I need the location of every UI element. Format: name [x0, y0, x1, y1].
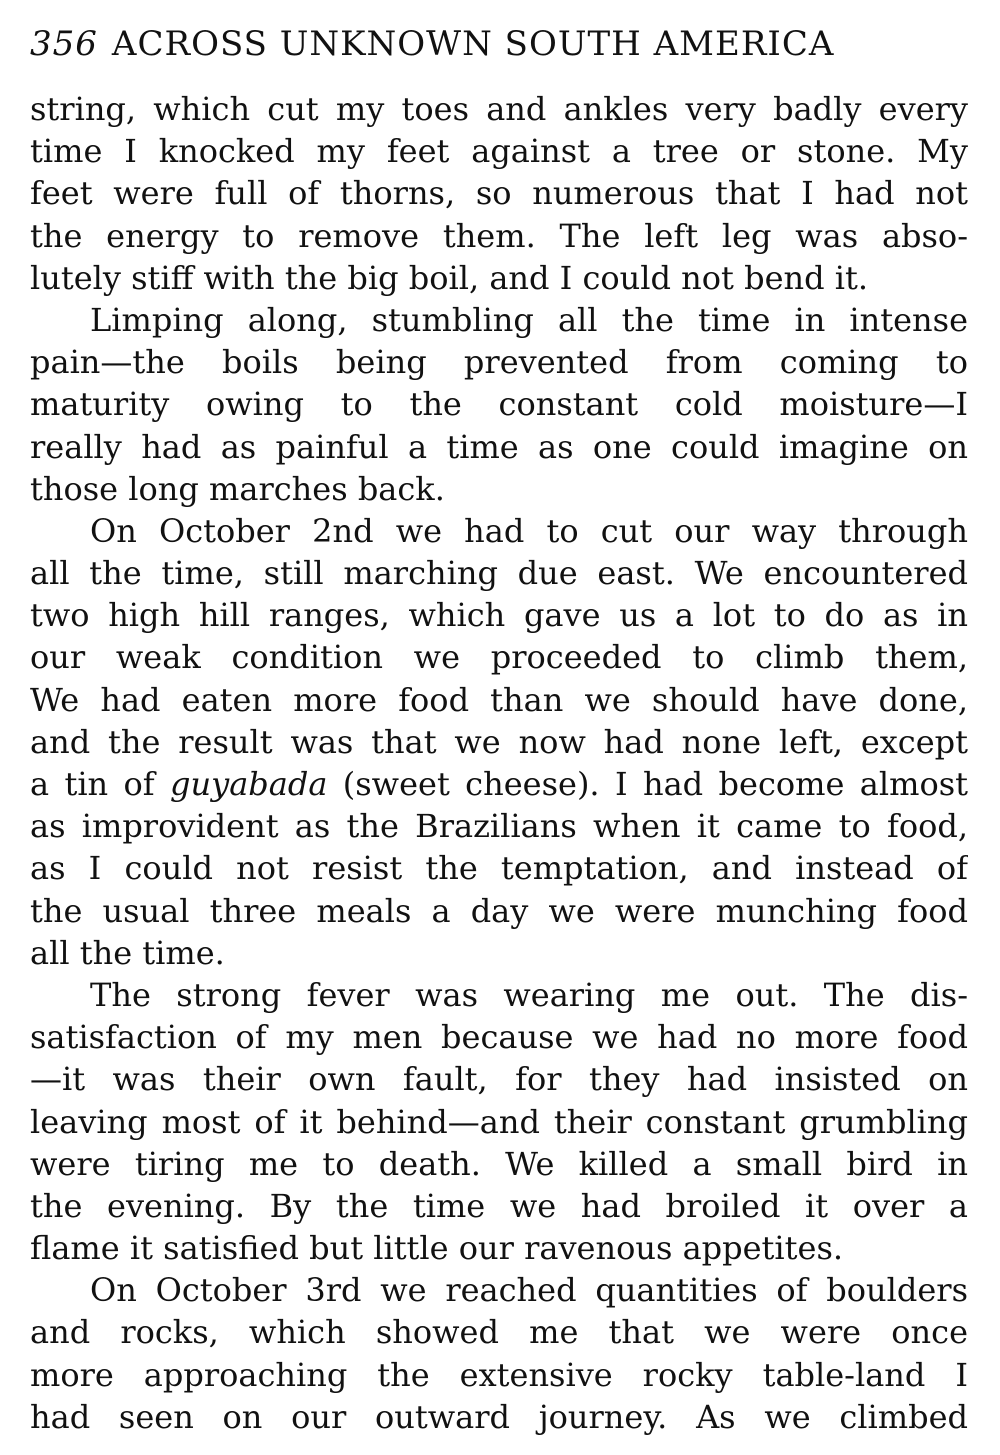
text-line: On October 3rd we reached quantities of boulders: [90, 1271, 968, 1310]
text-segment: a tin of: [30, 765, 171, 803]
text-line: all the time.: [30, 933, 225, 972]
text-line: those long marches back.: [30, 469, 445, 508]
text-line: the evening. By the time we had broiled it over a: [30, 1186, 968, 1225]
text-line: leaving most of it behind—and their constant grumbling: [30, 1102, 968, 1141]
italic-term: guyabada: [170, 765, 328, 803]
text-line: time I knocked my feet against a tree or stone. My: [30, 132, 968, 171]
text-line: the usual three meals a day we were munching food: [30, 891, 968, 930]
text-line: were tiring me to death. We killed a small bird in: [30, 1144, 968, 1183]
text-line: feet were full of thorns, so numerous that I had not: [30, 174, 968, 213]
text-line: On October 2nd we had to cut our way through: [90, 511, 968, 550]
text-line: our weak condition we proceeded to climb them,: [30, 638, 968, 677]
text-line: We had eaten more food than we should have done,: [30, 680, 968, 719]
text-line: as improvident as the Brazilians when it came to food,: [30, 807, 968, 846]
text-line: —it was their own fault, for they had insisted on: [30, 1060, 968, 1099]
body-text: [30, 88, 968, 1438]
running-header: [30, 22, 890, 66]
text-line: maturity owing to the constant cold moisture—I: [30, 385, 968, 424]
page-number: 356: [30, 24, 98, 64]
text-line: satisfaction of my men because we had no more food: [30, 1018, 968, 1057]
text-line: two high hill ranges, which gave us a lot to do as in: [30, 596, 968, 635]
text-line: had seen on our outward journey. As we climbed: [30, 1397, 968, 1436]
text-line: lutely stiff with the big boil, and I could not bend it.: [30, 258, 869, 297]
text-line: Limping along, stumbling all the time in intense: [90, 300, 968, 339]
text-line: really had as painful a time as one could imagine on: [30, 427, 968, 466]
text-segment: (sweet cheese). I had become almost: [327, 765, 968, 803]
text-line: string, which cut my toes and ankles very badly every: [30, 90, 968, 128]
text-line: The strong fever was wearing me out. The dis-: [90, 975, 968, 1014]
running-title: ACROSS UNKNOWN SOUTH AMERICA: [111, 24, 835, 64]
text-line: pain—the boils being prevented from coming to: [30, 343, 968, 382]
text-line: and the result was that we now had none left, except: [30, 722, 968, 761]
text-line: as I could not resist the temptation, and instead of: [30, 849, 968, 888]
text-line: flame it satisfied but little our ravenous appetites.: [30, 1229, 844, 1268]
text-line: the energy to remove them. The left leg was abso-: [30, 216, 968, 255]
text-line: all the time, still marching due east. We encountered: [30, 554, 968, 593]
text-line: more approaching the extensive rocky table-land I: [30, 1355, 968, 1394]
text-line-mixed: [30, 763, 968, 805]
text-line: and rocks, which showed me that we were once: [30, 1313, 968, 1352]
